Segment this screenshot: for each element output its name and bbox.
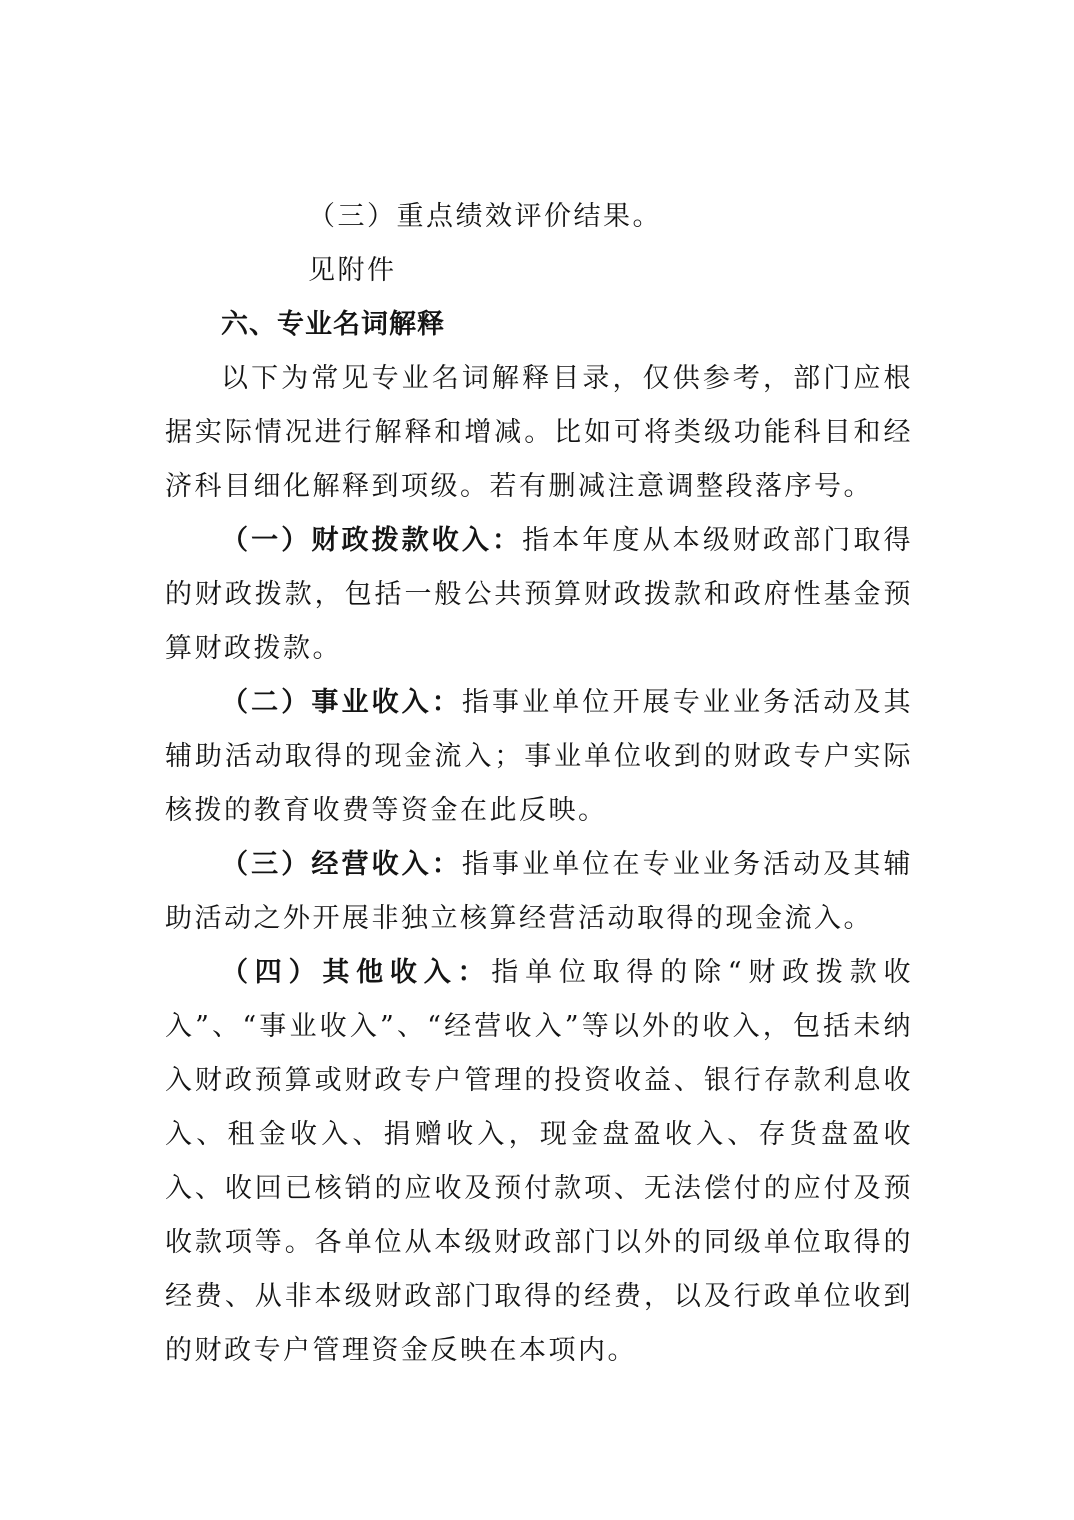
term-text: 指事业单位在专业业务活动及其辅助活动之外开展非独立核算经营活动取得的现金流入。 [165, 849, 914, 934]
term-text: 指单位取得的除“财政拨款收入”、“事业收入”、“经营收入”等以外的收入，包括未纳入财政预算或财政专户管理的投资收益、银行存款利息收入、租金收入、捐赠收入，现金盘盈收入、存货盘盈收入、收回已核销的应收及预付款项、无法偿付的应付及预收款项等。各单位从本级财政部门以外的同级单位取得的经费、从非本级财政部门取得的经费，以及行政单位收到的财政专户管理资金反映在本项内。 [165, 957, 913, 1366]
term-label: （四）其他收入： [221, 957, 492, 988]
item-paragraph-2 [165, 676, 913, 838]
see-attachment: 见附件 [308, 255, 397, 286]
term-label: （二）事业收入： [221, 687, 462, 718]
item-paragraph-1 [165, 514, 913, 676]
term-label: （一）财政拨款收入： [221, 525, 523, 556]
item-paragraph-4 [165, 946, 913, 1378]
section-heading: 六、专业名词解释 [221, 309, 445, 340]
term-text: 指本年度从本级财政部门取得的财政拨款，包括一般公共预算财政拨款和政府性基金预算财政拨款。 [165, 525, 914, 664]
section-three-title: （三）重点绩效评价结果。 [308, 201, 662, 232]
term-label: （三）经营收入： [221, 849, 462, 880]
document-page [165, 190, 913, 1378]
intro-paragraph: 以下为常见专业名词解释目录，仅供参考，部门应根据实际情况进行解释和增减。比如可将类级功能科目和经济科目细化解释到项级。若有删减注意调整段落序号。 [165, 363, 913, 502]
item-paragraph-3 [165, 838, 913, 946]
term-text: 指事业单位开展专业业务活动及其辅助活动取得的现金流入；事业单位收到的财政专户实际核拨的教育收费等资金在此反映。 [165, 687, 914, 826]
